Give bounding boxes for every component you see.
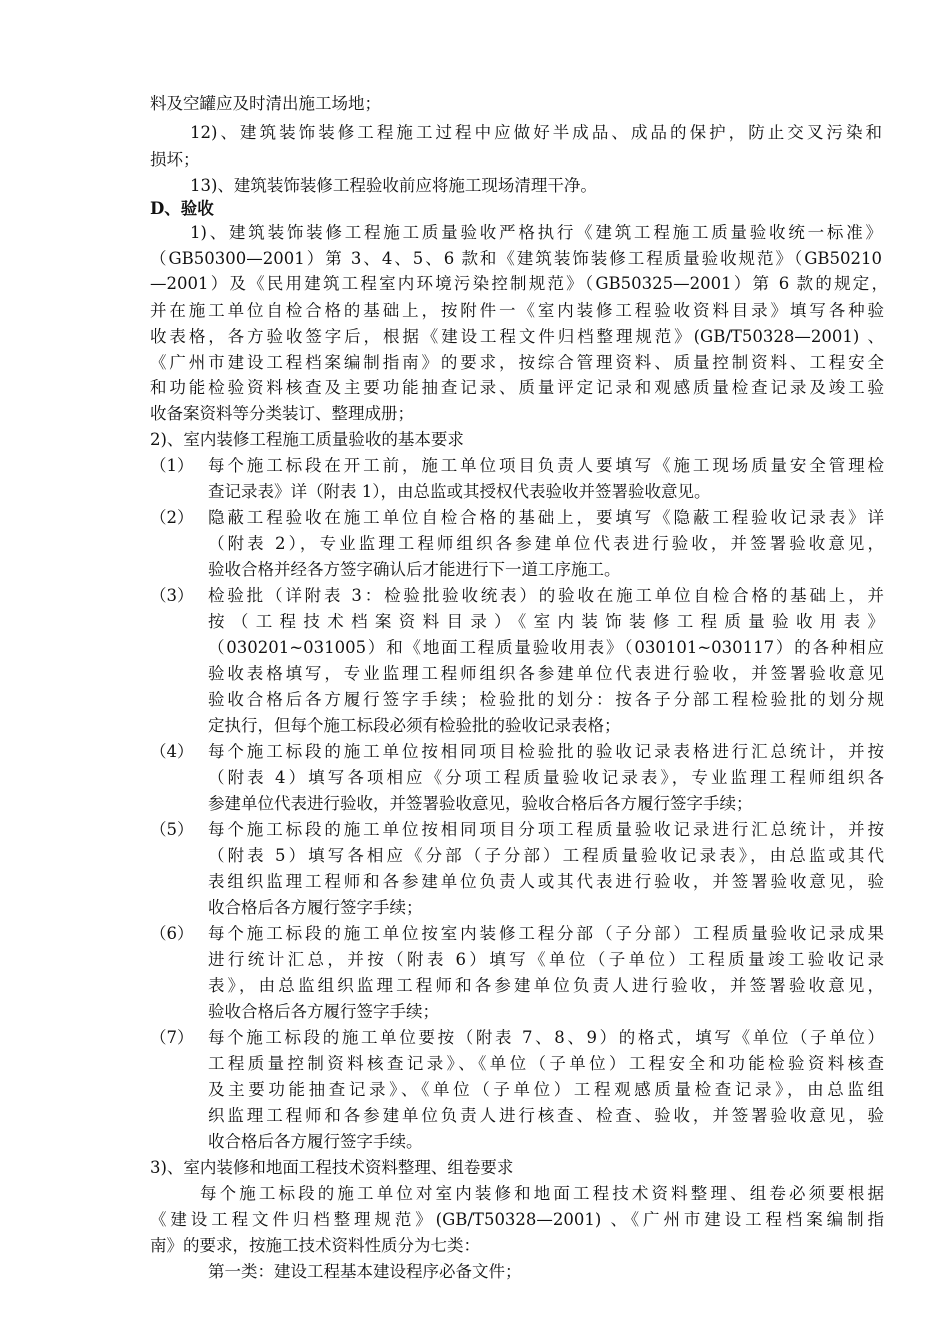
text-line: 《广州市建设工程档案编制指南》的要求，按综合管理资料、质量控制资料、工程安全 [150, 353, 884, 372]
text-line: 南》的要求，按施工技术资料性质分为七类： [150, 1236, 480, 1255]
text-line: 12)、建筑装饰装修工程施工过程中应做好半成品、成品的保护，防止交叉污染和 [190, 123, 882, 142]
text-line: 每个施工标段的施工单位要按（附表 7、8、9）的格式，填写《单位（子单位） [208, 1028, 884, 1047]
text-line: 验收合格后各方履行签字手续； [208, 1002, 439, 1021]
text-line: 每个施工标段的施工单位对室内装修和地面工程技术资料整理、组卷必须要根据 [200, 1184, 884, 1203]
text-line: （附表 5）填写各相应《分部（子分部）工程质量验收记录表》，由总监或其代 [208, 846, 884, 865]
text-line: 《建设工程文件归档整理规范》(GB/T50328—2001) 、《广州市建设工程档案编制指 [150, 1210, 884, 1229]
text-line: 定执行，但每个施工标段必须有检验批的验收记录表格； [208, 716, 621, 735]
text-line: 第一类：建设工程基本建设程序必备文件； [208, 1262, 522, 1281]
text-line: 收合格后各方履行签字手续； [208, 898, 423, 917]
text-line: 查记录表》详（附表 1），由总监或其授权代表验收并签署验收意见。 [208, 482, 711, 501]
text-line: 验收合格并经各方签字确认后才能进行下一道工序施工。 [208, 560, 621, 579]
subsection-heading: 3)、室内装修和地面工程技术资料整理、组卷要求 [150, 1158, 514, 1177]
item-number: （6） [150, 924, 194, 943]
subsection-heading: 2)、室内装修工程施工质量验收的基本要求 [150, 430, 464, 449]
item-number: （7） [150, 1028, 194, 1047]
text-line: 收备案资料等分类装订、整理成册； [150, 404, 414, 423]
text-line: （附表 2），专业监理工程师组织各参建单位代表进行验收，并签署验收意见， [208, 534, 884, 553]
text-line: （GB50300—2001）第 3、4、5、6 款和《建筑装饰装修工程质量验收规范》（GB50210 [150, 249, 882, 268]
text-line: 工程质量控制资料核查记录》、《单位（子单位）工程安全和功能检验资料核查 [208, 1054, 884, 1073]
text-line: 每个施工标段的施工单位按相同项目分项工程质量验收记录进行汇总统计，并按 [208, 820, 884, 839]
item-number: （1） [150, 456, 194, 475]
text-line: （030201~031005）和《地面工程质量验收用表》（030101~030117）的各种相应 [208, 638, 884, 657]
text-line: 表》，由总监组织监理工程师和各参建单位负责人进行验收，并签署验收意见， [208, 976, 884, 995]
text-line: 收表格，各方验收签字后，根据《建设工程文件归档整理规范》(GB/T50328—2001) 、 [150, 327, 884, 346]
text-line: 验收表格填写，专业监理工程师组织各参建单位代表进行验收，并签署验收意见 [208, 664, 884, 683]
text-line: 按（工程技术档案资料目录）《室内装饰装修工程质量验收用表》 [208, 612, 884, 631]
text-line: 和功能检验资料核查及主要功能抽查记录、质量评定记录和观感质量检查记录及竣工验 [150, 378, 884, 397]
text-line: 验收合格后各方履行签字手续；检验批的划分：按各子分部工程检验批的划分规 [208, 690, 884, 709]
text-line: 进行统计汇总，并按（附表 6）填写《单位（子单位）工程质量竣工验收记录 [208, 950, 884, 969]
text-line: 13)、建筑装饰装修工程验收前应将施工现场清理干净。 [190, 176, 597, 195]
text-line: 并在施工单位自检合格的基础上，按附件一《室内装修工程验收资料目录》填写各种验 [150, 301, 884, 320]
text-line: 每个施工标段的施工单位按相同项目检验批的验收记录表格进行汇总统计，并按 [208, 742, 884, 761]
text-line: （附表 4）填写各项相应《分项工程质量验收记录表》，专业监理工程师组织各 [208, 768, 884, 787]
text-line: 参建单位代表进行验收，并签署验收意见，验收合格后各方履行签字手续； [208, 794, 753, 813]
section-heading: D、验收 [150, 199, 214, 218]
text-line: 织监理工程师和各参建单位负责人进行核查、检查、验收，并签署验收意见，验 [208, 1106, 884, 1125]
text-line: 检验批（详附表 3：检验批验收统表）的验收在施工单位自检合格的基础上，并 [208, 586, 884, 605]
text-line: 每个施工标段的施工单位按室内装修工程分部（子分部）工程质量验收记录成果 [208, 924, 884, 943]
text-line: 隐蔽工程验收在施工单位自检合格的基础上，要填写《隐蔽工程验收记录表》详 [208, 508, 884, 527]
text-line: 表组织监理工程师和各参建单位负责人或其代表进行验收，并签署验收意见，验 [208, 872, 884, 891]
text-line: 1)、建筑装饰装修工程施工质量验收严格执行《建筑工程施工质量验收统一标准》 [190, 223, 882, 242]
item-number: （4） [150, 742, 194, 761]
item-number: （3） [150, 586, 194, 605]
text-line: 及主要功能抽查记录》、《单位（子单位）工程观感质量检查记录》，由总监组 [208, 1080, 884, 1099]
text-line: 收合格后各方履行签字手续。 [208, 1132, 423, 1151]
item-number: （2） [150, 508, 194, 527]
text-line: 损坏； [150, 150, 200, 169]
item-number: （5） [150, 820, 194, 839]
text-line: 每个施工标段在开工前，施工单位项目负责人要填写《施工现场质量安全管理检 [208, 456, 884, 475]
text-line: —2001）及《民用建筑工程室内环境污染控制规范》（GB50325—2001）第 6 款的规定， [150, 274, 888, 293]
text-line: 料及空罐应及时清出施工场地； [150, 94, 381, 113]
